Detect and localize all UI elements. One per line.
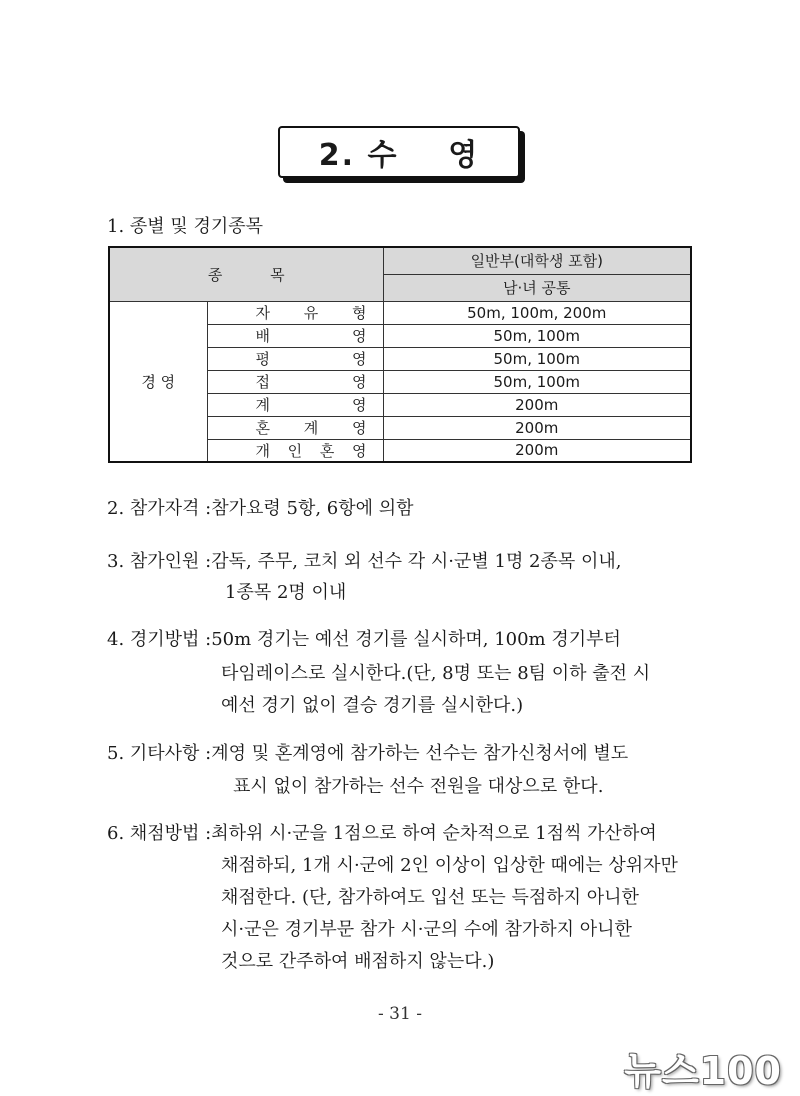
table-header-division: 일반부(대학생 포함) [383, 247, 691, 274]
item-other: 5. 기타사항 :계영 및 혼계영에 참가하는 선수는 참가신청서에 별도 [107, 743, 629, 764]
table-row-distance: 50m, 100m [383, 370, 691, 393]
item-scoring-cont: 채점한다. (단, 참가하여도 입선 또는 득점하지 아니한 [221, 887, 639, 908]
table-header-gender: 남·녀 공통 [383, 274, 691, 301]
table-row-event: 평 영 [207, 347, 383, 370]
item-qualification: 2. 참가자격 :참가요령 5항, 6항에 의함 [107, 498, 414, 519]
item-scoring-cont: 것으로 간주하여 배점하지 않는다.) [221, 951, 495, 972]
item-method: 4. 경기방법 :50m 경기는 예선 경기를 실시하며, 100m 경기부터 [107, 629, 621, 650]
page-number: - 31 - [378, 1004, 422, 1024]
watermark-logo: 뉴스100 [624, 1049, 782, 1093]
section-title-box [278, 126, 520, 178]
table-row-distance: 200m [383, 416, 691, 439]
table-row-distance: 50m, 100m [383, 347, 691, 370]
item-other-cont: 표시 없이 참가하는 선수 전원을 대상으로 한다. [233, 776, 604, 797]
item-participants-cont: 1종목 2명 이내 [225, 582, 347, 603]
table-row-distance: 50m, 100m [383, 324, 691, 347]
item-participants: 3. 참가인원 :감독, 주무, 코치 외 선수 각 시·군별 1명 2종목 이내, [107, 551, 622, 572]
section-title: 2. 수 영 [318, 138, 480, 173]
table-row-distance: 50m, 100m, 200m [383, 301, 691, 324]
table-row-distance: 200m [383, 393, 691, 416]
table-row-event: 혼 계 영 [207, 416, 383, 439]
section-heading-events: 1. 종별 및 경기종목 [107, 216, 264, 237]
item-method-cont: 타임레이스로 실시한다.(단, 8명 또는 8팀 이하 출전 시 [221, 663, 651, 684]
table-header-events: 종 목 [109, 247, 383, 301]
table-row-event: 배 영 [207, 324, 383, 347]
table-category-cell: 경 영 [109, 301, 207, 462]
item-scoring-cont: 시·군은 경기부문 참가 시·군의 수에 참가하지 아니한 [221, 919, 632, 940]
table-row-event: 개 인 혼 영 [207, 439, 383, 462]
events-table [108, 246, 692, 463]
item-method-cont: 예선 경기 없이 결승 경기를 실시한다.) [221, 695, 524, 716]
item-scoring-cont: 채점하되, 1개 시·군에 2인 이상이 입상한 때에는 상위자만 [221, 855, 678, 876]
item-scoring: 6. 채점방법 :최하위 시·군을 1점으로 하여 순차적으로 1점씩 가산하여 [107, 823, 657, 844]
table-row-distance: 200m [383, 439, 691, 462]
table-row-event: 계 영 [207, 393, 383, 416]
table-row-event: 접 영 [207, 370, 383, 393]
table-row-event: 자 유 형 [207, 301, 383, 324]
